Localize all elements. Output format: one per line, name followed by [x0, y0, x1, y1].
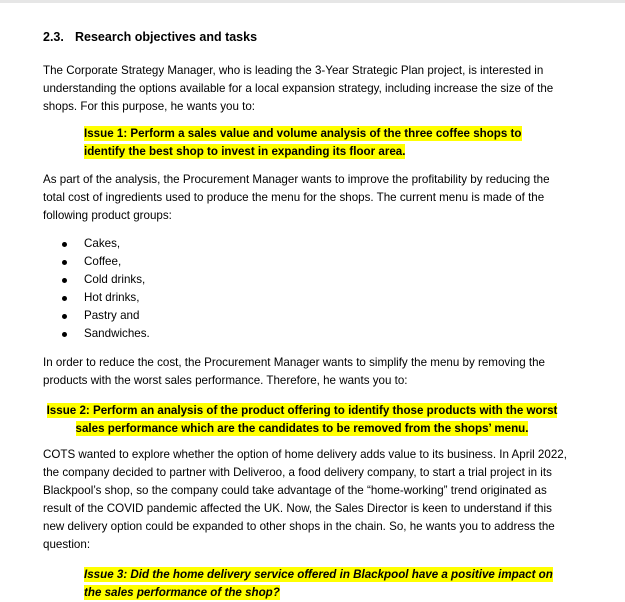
reduce-cost-paragraph: In order to reduce the cost, the Procurement Manager wants to simplify the menu by removing the products with the worst sales performance. Therefore, he wants you to: [43, 356, 546, 387]
bullet-icon [62, 332, 67, 337]
bullet-icon [62, 296, 67, 301]
list-item [60, 253, 150, 271]
section-number: 2.3. [43, 30, 64, 44]
section-heading [43, 30, 257, 44]
bullet-icon [62, 260, 67, 265]
list-item-text: Hot drinks, [84, 291, 140, 304]
list-item [60, 307, 150, 325]
bullet-icon [62, 314, 67, 319]
issue-1-callout [84, 125, 559, 161]
bullet-icon [62, 278, 67, 283]
product-group-list [60, 235, 150, 343]
list-item-text: Cakes, [84, 237, 121, 250]
list-item [60, 271, 150, 289]
issue-3-text: Issue 3: Did the home delivery service offered in Blackpool have a positive impact on the sales performance of the shop? [84, 568, 553, 599]
list-item [60, 289, 150, 307]
list-item-text: Cold drinks, [84, 273, 146, 286]
delivery-paragraph: COTS wanted to explore whether the option of home delivery adds value to its business. In April 2022, the company decided to partner with Deliveroo, a food delivery company, to start a trial project in its Blackpool’s shop, so the company could take advantage of the “home-working” trend originated as result of the COVID pandemic affected the UK. Now, the Sales Director is keen to understand if this new delivery option could be expanded to other shops in the chain. So, he wants you to address the question: [43, 448, 567, 551]
list-item-text: Sandwiches. [84, 327, 150, 340]
procurement-paragraph: As part of the analysis, the Procurement Manager wants to improve the profitability by reducing the total cost of ingredients used to produce the menu for the shops. The current menu is made of the following product groups: [43, 173, 550, 222]
list-item-text: Pastry and [84, 309, 140, 322]
issue-2-callout [43, 402, 561, 438]
list-item [60, 235, 150, 253]
section-title: Research objectives and tasks [75, 30, 258, 44]
issue-2-text: Issue 2: Perform an analysis of the product offering to identify those products with the worst sales performance which are the candidates to be removed from the shops’ menu. [46, 404, 558, 435]
list-item [60, 325, 150, 343]
bullet-icon [62, 242, 67, 247]
intro-paragraph: The Corporate Strategy Manager, who is leading the 3-Year Strategic Plan project, is interested in understanding the options available for a local expansion strategy, including increase the size of the shops. For this purpose, he wants you to: [43, 64, 554, 113]
list-item-text: Coffee, [84, 255, 122, 268]
page-top-border [0, 0, 625, 3]
issue-3-callout [84, 566, 559, 602]
issue-1-text: Issue 1: Perform a sales value and volume analysis of the three coffee shops to identify the best shop to invest in expanding its floor area. [84, 127, 522, 158]
